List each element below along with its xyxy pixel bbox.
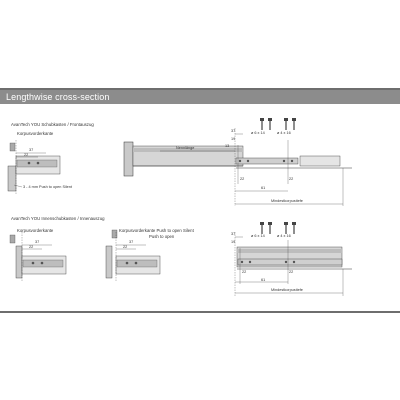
top-right-min-depth: Mindestkorpustiefe	[271, 199, 303, 203]
bottom-middle-dim-22: 22	[123, 245, 128, 249]
top-right-dim-22a: 22	[240, 177, 245, 181]
screw-icon	[292, 222, 296, 234]
top-right-drawer	[124, 118, 352, 206]
bottom-left-dim-22: 22	[29, 245, 34, 249]
top-left-front-edge-label: Korpusvorderkante	[17, 131, 54, 136]
bottom-right-screw-2: ø 4 x 16	[277, 234, 291, 238]
bottom-right-min-depth: Mindestkorpustiefe	[271, 288, 303, 292]
front-edge-marker	[10, 235, 15, 243]
screw-hole	[285, 261, 287, 263]
screw-hole	[247, 160, 249, 162]
screw-hole	[126, 262, 129, 265]
top-left-subtitle: AvanTech YOU Schubkasten / Frontauszug	[11, 122, 94, 127]
screw-icon	[284, 118, 288, 130]
top-right-dim-61: 61	[261, 186, 266, 190]
bottom-left-subtitle: AvanTech YOU Innenschubkasten / Innenauszug	[11, 216, 105, 221]
screw-icon	[292, 118, 296, 130]
top-left-dim-37: 37	[29, 148, 34, 152]
top-right-screw-1: ø 6 x 14	[251, 131, 265, 135]
screw-hole	[135, 262, 138, 265]
drawer-front	[124, 142, 133, 176]
screw-hole	[249, 261, 251, 263]
top-right-dim-13: 13	[225, 144, 230, 148]
screw-hole	[291, 160, 293, 162]
front-edge-marker	[112, 230, 117, 238]
screw-hole	[41, 262, 44, 265]
bottom-right-screw-1: ø 6 x 14	[251, 234, 265, 238]
bottom-middle-front-edge-label: Korpusvorderkante Push to open Silent	[119, 228, 194, 233]
front-panel	[8, 166, 16, 191]
screw-hole	[293, 261, 295, 263]
top-right-screw-2: ø 4 x 16	[277, 131, 291, 135]
bottom-right-dim-22b: 22	[289, 270, 294, 274]
bottom-middle-dim-37: 37	[129, 240, 134, 244]
screw-icon	[260, 222, 264, 234]
front-edge-marker	[10, 143, 15, 151]
bottom-rule	[0, 311, 400, 313]
drawer-top-strip	[237, 249, 342, 253]
screw-icon	[268, 222, 272, 234]
screw-hole	[28, 162, 31, 165]
bottom-right-dim-22a: 22	[242, 270, 247, 274]
runner	[238, 259, 342, 265]
screw-hole	[37, 162, 40, 165]
cross-section-drawings	[0, 104, 400, 309]
screw-hole	[241, 261, 243, 263]
bottom-left-front-edge-label: Korpusvorderkante	[17, 228, 54, 233]
top-left-dim-22: 22	[24, 153, 29, 157]
top-right-dim-19: 19	[231, 137, 236, 141]
bottom-right-dim-61: 61	[261, 278, 266, 282]
section-title: Lengthwise cross-section	[6, 92, 110, 102]
top-right-dim-37: 37	[231, 129, 236, 133]
screw-icon	[260, 118, 264, 130]
top-right-nominal-length: Nennlänge	[176, 146, 195, 150]
bottom-left-dim-37: 37	[35, 240, 40, 244]
section-header	[0, 90, 400, 104]
screw-icon	[284, 222, 288, 234]
top-right-dim-22b: 22	[289, 177, 294, 181]
bottom-right-dim-19: 19	[231, 240, 236, 244]
screw-hole	[283, 160, 285, 162]
screw-hole	[32, 262, 35, 265]
carcass-side	[300, 156, 340, 166]
screw-icon	[268, 118, 272, 130]
screw-hole	[239, 160, 241, 162]
runner	[236, 158, 298, 164]
bottom-right-dim-37: 37	[231, 232, 236, 236]
inner-front	[16, 246, 22, 278]
top-left-push-note: 3 - 4 mm Push to open Silent	[23, 185, 72, 189]
inner-front	[106, 246, 112, 278]
bottom-middle-push-label: Push to open	[149, 234, 175, 239]
